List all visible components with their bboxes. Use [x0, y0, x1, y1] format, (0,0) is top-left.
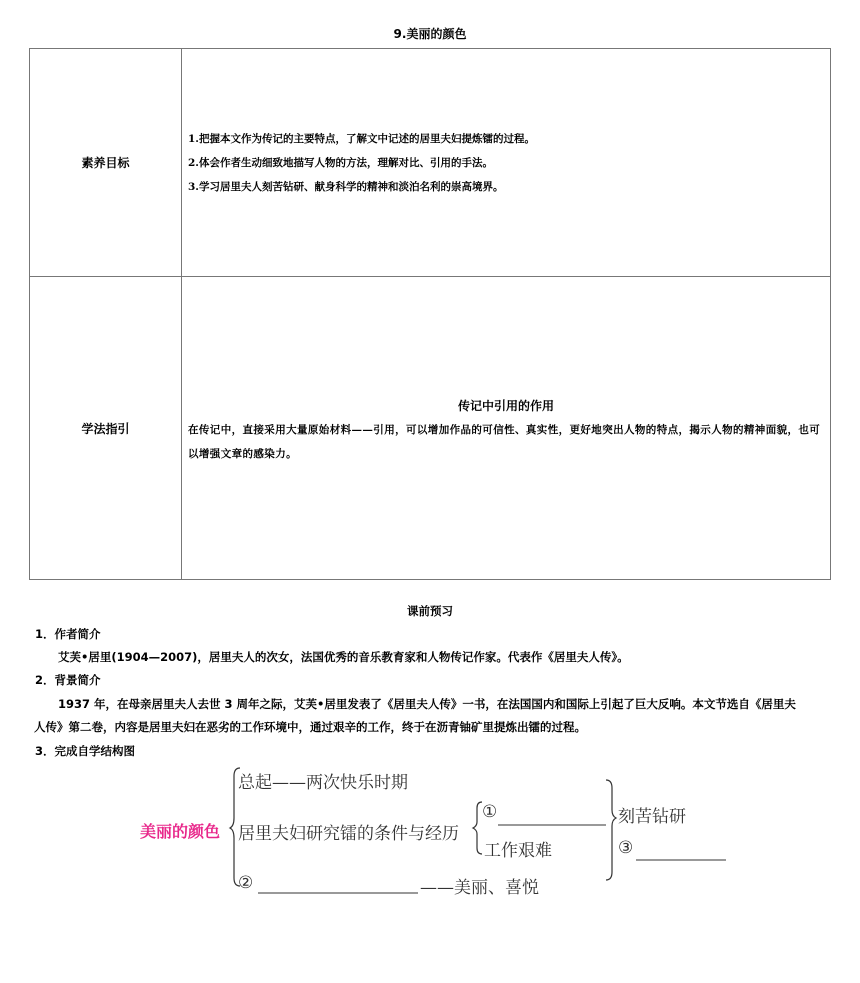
section-heading-author: 1．作者简介 [35, 627, 101, 641]
row-label-method: 学法指引 [30, 277, 182, 580]
table-row [30, 49, 831, 277]
method-cell [182, 277, 831, 580]
diagram-branch-3-tail: ——美丽、喜悦 [420, 878, 539, 898]
diagram-root: 美丽的颜色 [140, 822, 221, 841]
lesson-table [29, 48, 831, 580]
section-title: 课前预习 [407, 604, 453, 618]
background-text-line1: 1937 年，在母亲居里夫人去世 3 周年之际，艾芙•居里发表了《居里夫人传》一书，在法国国内和国际上引起了巨大反响。本文节选自《居里夫 [58, 697, 796, 711]
goals-cell [182, 49, 831, 277]
goal-item: 2.体会作者生动细致地描写人物的方法，理解对比、引用的手法。 [188, 156, 493, 169]
goal-item: 1.把握本文作为传记的主要特点，了解文中记述的居里夫妇提炼镭的过程。 [188, 132, 535, 145]
author-text: 艾芙•居里(1904—2007)，居里夫人的次女，法国优秀的音乐教育家和人物传记作家。代表作《居里夫人传》。 [58, 650, 629, 664]
structure-diagram [0, 760, 860, 900]
table-row [30, 277, 831, 580]
background-text-line2: 人传》第二卷，内容是居里夫妇在恶劣的工作环境中，通过艰辛的工作，终于在沥青铀矿里提炼出镭的过程。 [34, 720, 586, 734]
diagram-branch-1: 总起——两次快乐时期 [238, 773, 408, 793]
diagram-right-2: ③ [618, 838, 634, 858]
diagram-right-1: 刻苦钻研 [618, 807, 686, 827]
goal-item: 3.学习居里夫人刻苦钻研、献身科学的精神和淡泊名利的崇高境界。 [188, 180, 504, 193]
method-title: 传记中引用的作用 [457, 398, 554, 413]
diagram-branch-3-num: ② [238, 873, 254, 893]
row-label-goals: 素养目标 [30, 49, 182, 277]
document-title: 9.美丽的颜色 [393, 27, 467, 41]
method-body: 在传记中，直接采用大量原始材料——引用，可以增加作品的可信性、真实性，更好地突出人物的特点，揭示人物的精神面貌，也可以增强文章的感染力。 [188, 423, 821, 460]
diagram-sub-1: ① [482, 802, 498, 822]
section-heading-structure: 3．完成自学结构图 [35, 744, 136, 758]
diagram-branch-2: 居里夫妇研究镭的条件与经历 [238, 824, 459, 844]
goal-list [182, 127, 830, 199]
section-heading-background: 2．背景简介 [35, 673, 101, 687]
diagram-sub-2: 工作艰难 [484, 841, 552, 861]
